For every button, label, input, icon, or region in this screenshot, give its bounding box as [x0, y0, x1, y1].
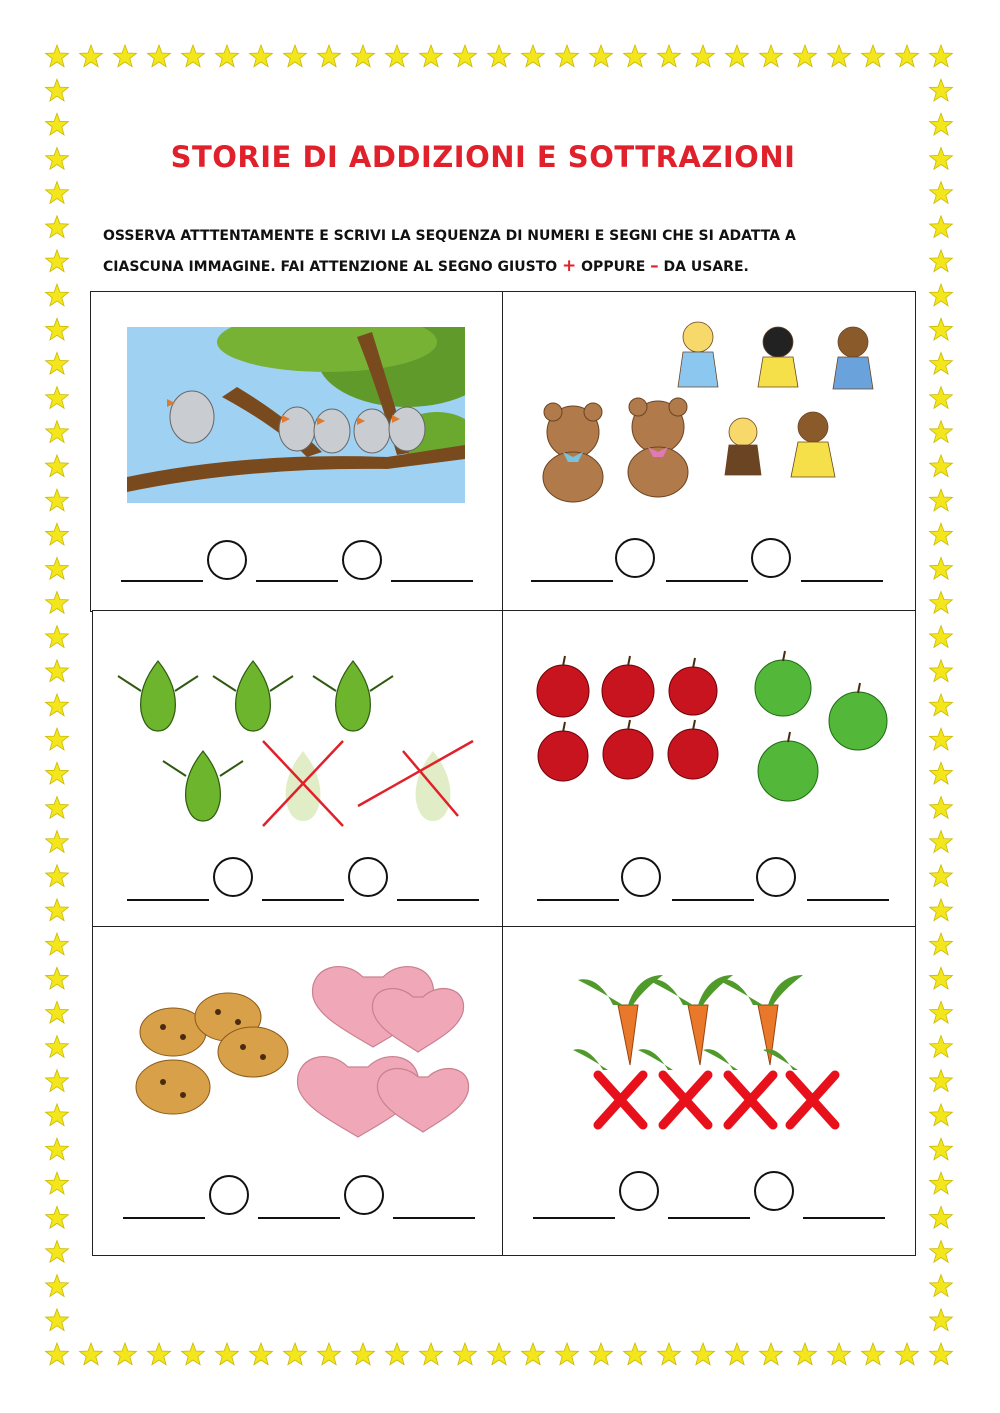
star-icon [828, 1343, 851, 1365]
star-icon [46, 1309, 69, 1331]
operator-circle-2[interactable] [348, 857, 388, 897]
answer-blank-2[interactable] [258, 1217, 340, 1219]
star-icon [46, 1036, 69, 1058]
star-icon [46, 1206, 69, 1228]
star-icon [46, 831, 69, 853]
star-icon [216, 45, 239, 67]
star-icon [114, 45, 137, 67]
answer-blank-3[interactable] [391, 580, 473, 582]
exercise-birds [90, 291, 504, 612]
star-icon [46, 1241, 69, 1263]
star-icon [182, 45, 205, 67]
star-icon [318, 1343, 341, 1365]
star-icon [794, 1343, 817, 1365]
star-icon [46, 933, 69, 955]
star-icon [930, 899, 953, 921]
star-icon [318, 45, 341, 67]
star-icon [930, 216, 953, 238]
star-icon [930, 762, 953, 784]
star-icon [930, 660, 953, 682]
page-title: STORIE DI ADDIZIONI E SOTTRAZIONI [170, 140, 796, 174]
answer-blank-1[interactable] [537, 899, 619, 901]
answer-blank-1[interactable] [531, 580, 613, 582]
star-icon [930, 1275, 953, 1297]
star-icon [930, 1241, 953, 1263]
star-icon [80, 45, 103, 67]
star-icon [420, 45, 443, 67]
plus-sign: + [562, 256, 577, 276]
answer-blank-3[interactable] [801, 580, 883, 582]
operator-circle-1[interactable] [207, 540, 247, 580]
star-icon [658, 45, 681, 67]
teddy-bears-and-dolls-image [533, 317, 903, 507]
star-icon [46, 216, 69, 238]
star-icon [386, 45, 409, 67]
star-icon [692, 1343, 715, 1365]
star-icon [556, 1343, 579, 1365]
star-icon [658, 1343, 681, 1365]
operator-circle-1[interactable] [213, 857, 253, 897]
answer-blank-2[interactable] [666, 580, 748, 582]
cookies-and-heart-biscuits-image [133, 957, 473, 1147]
answer-blank-1[interactable] [127, 899, 209, 901]
star-icon [930, 728, 953, 750]
star-icon [46, 421, 69, 443]
star-icon [46, 79, 69, 101]
star-icon [590, 1343, 613, 1365]
star-icon [930, 865, 953, 887]
star-icon [760, 45, 783, 67]
star-icon [930, 489, 953, 511]
star-icon [930, 967, 953, 989]
star-icon [46, 182, 69, 204]
star-icon [930, 113, 953, 135]
exercise-carrots [502, 926, 916, 1256]
star-icon [930, 352, 953, 374]
star-icon [46, 1138, 69, 1160]
operator-circle-1[interactable] [615, 538, 655, 578]
answer-blank-1[interactable] [533, 1217, 615, 1219]
operator-circle-2[interactable] [754, 1171, 794, 1211]
answer-blank-2[interactable] [262, 899, 344, 901]
star-icon [930, 1070, 953, 1092]
star-icon [216, 1343, 239, 1365]
star-icon [930, 318, 953, 340]
star-icon [352, 1343, 375, 1365]
star-icon [930, 1309, 953, 1331]
star-icon [624, 1343, 647, 1365]
star-icon [46, 557, 69, 579]
star-icon [114, 1343, 137, 1365]
operator-circle-2[interactable] [756, 857, 796, 897]
star-icon [46, 1070, 69, 1092]
star-icon [46, 1275, 69, 1297]
star-icon [930, 797, 953, 819]
answer-blank-1[interactable] [123, 1217, 205, 1219]
answer-blank-2[interactable] [256, 580, 338, 582]
star-icon [46, 797, 69, 819]
star-icon [522, 1343, 545, 1365]
operator-circle-2[interactable] [342, 540, 382, 580]
star-icon [46, 694, 69, 716]
star-icon [726, 1343, 749, 1365]
star-icon [386, 1343, 409, 1365]
star-icon [828, 45, 851, 67]
star-icon [556, 45, 579, 67]
star-icon [454, 45, 477, 67]
star-icon [930, 1104, 953, 1126]
star-icon [46, 113, 69, 135]
birds-on-branch-image [127, 327, 465, 503]
instructions-line-2 [103, 256, 923, 276]
star-icon [352, 45, 375, 67]
star-icon [46, 455, 69, 477]
star-icon [930, 626, 953, 648]
star-icon [420, 1343, 443, 1365]
star-icon [284, 45, 307, 67]
star-icon [930, 250, 953, 272]
exercise-sweets [92, 926, 504, 1256]
star-icon [862, 1343, 885, 1365]
star-icon [930, 421, 953, 443]
star-icon [760, 1343, 783, 1365]
star-icon [930, 1343, 953, 1365]
instructions-end: DA USARE. [663, 259, 749, 275]
star-icon [930, 1138, 953, 1160]
star-icon [930, 387, 953, 409]
star-icon [250, 1343, 273, 1365]
star-icon [454, 1343, 477, 1365]
star-icon [930, 831, 953, 853]
star-icon [794, 45, 817, 67]
star-icon [930, 694, 953, 716]
red-and-green-apples-image [533, 646, 903, 806]
star-icon [46, 489, 69, 511]
answer-blank-3[interactable] [393, 1217, 475, 1219]
star-icon [46, 352, 69, 374]
exercise-pears [92, 610, 504, 928]
answer-blank-2[interactable] [668, 1217, 750, 1219]
star-icon [182, 1343, 205, 1365]
instructions-or: OPPURE [581, 259, 646, 275]
star-icon [46, 762, 69, 784]
star-icon [46, 592, 69, 614]
answer-blank-2[interactable] [672, 899, 754, 901]
star-icon [46, 1104, 69, 1126]
star-icon [862, 45, 885, 67]
star-icon [46, 728, 69, 750]
star-icon [148, 45, 171, 67]
star-icon [930, 1206, 953, 1228]
operator-circle-1[interactable] [621, 857, 661, 897]
star-icon [930, 557, 953, 579]
star-icon [930, 455, 953, 477]
star-icon [930, 592, 953, 614]
star-icon [46, 45, 69, 67]
star-icon [624, 45, 647, 67]
star-icon [46, 318, 69, 340]
star-icon [46, 284, 69, 306]
answer-blank-3[interactable] [397, 899, 479, 901]
star-icon [46, 967, 69, 989]
star-icon [80, 1343, 103, 1365]
star-icon [930, 933, 953, 955]
star-icon [896, 45, 919, 67]
operator-circle-1[interactable] [209, 1175, 249, 1215]
star-icon [46, 660, 69, 682]
star-icon [930, 182, 953, 204]
star-icon [692, 45, 715, 67]
star-icon [726, 45, 749, 67]
star-icon [46, 1343, 69, 1365]
pears-some-crossed-out-image [113, 641, 493, 831]
star-icon [930, 1172, 953, 1194]
star-icon [930, 523, 953, 545]
star-icon [590, 45, 613, 67]
star-icon [46, 523, 69, 545]
star-icon [46, 387, 69, 409]
operator-circle-1[interactable] [619, 1171, 659, 1211]
star-icon [148, 1343, 171, 1365]
carrots-some-crossed-out-image [568, 965, 848, 1145]
star-icon [930, 1036, 953, 1058]
star-icon [930, 284, 953, 306]
exercise-toys [502, 291, 916, 612]
star-icon [930, 1001, 953, 1023]
operator-circle-2[interactable] [751, 538, 791, 578]
star-icon [46, 865, 69, 887]
star-icon [930, 45, 953, 67]
answer-blank-3[interactable] [807, 899, 889, 901]
answer-blank-3[interactable] [803, 1217, 885, 1219]
star-icon [46, 1001, 69, 1023]
star-icon [488, 1343, 511, 1365]
star-icon [488, 45, 511, 67]
star-icon [250, 45, 273, 67]
star-icon [46, 626, 69, 648]
instructions-line-1: OSSERVA ATTTENTAMENTE E SCRIVI LA SEQUENZA DI NUMERI E SEGNI CHE SI ADATTA A [103, 228, 796, 244]
operator-circle-2[interactable] [344, 1175, 384, 1215]
exercise-apples [502, 610, 916, 928]
star-icon [46, 1172, 69, 1194]
answer-blank-1[interactable] [121, 580, 203, 582]
star-icon [46, 250, 69, 272]
star-icon [46, 899, 69, 921]
star-icon [522, 45, 545, 67]
star-icon [284, 1343, 307, 1365]
star-icon [896, 1343, 919, 1365]
minus-sign: – [650, 256, 659, 276]
star-icon [930, 79, 953, 101]
instructions-text: CIASCUNA IMMAGINE. FAI ATTENZIONE AL SEGNO GIUSTO [103, 259, 558, 275]
